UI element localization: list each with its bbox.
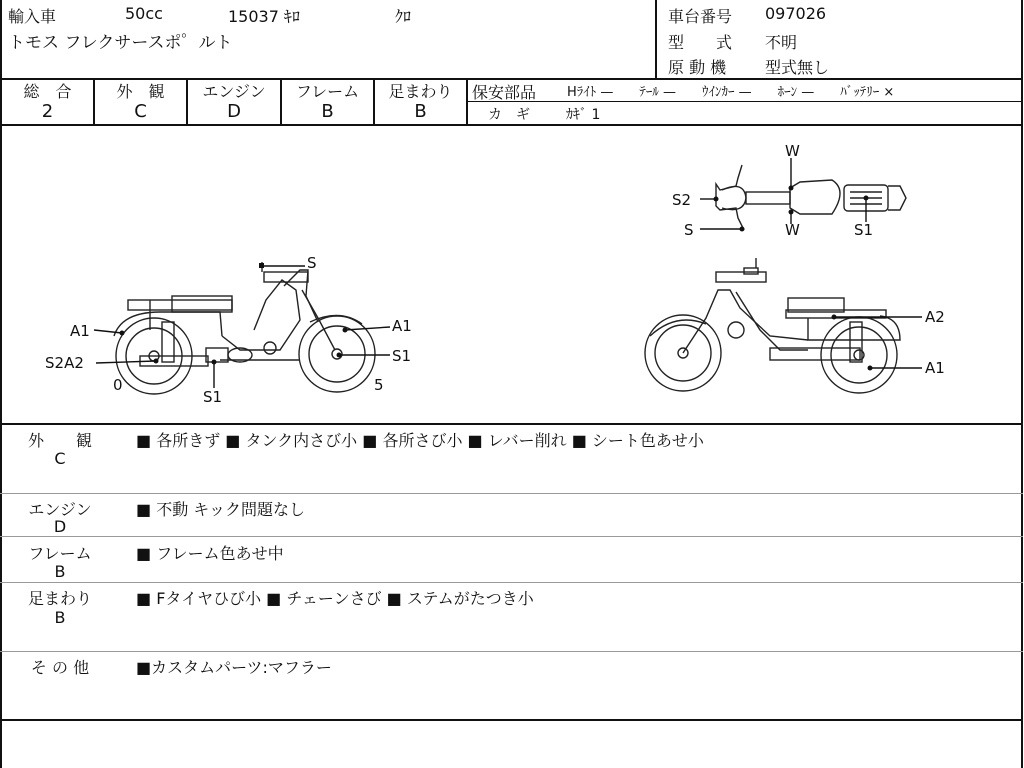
remark-grade: B (54, 562, 66, 581)
vehicle-color: ｸﾛ (395, 7, 412, 26)
grade-exterior-label: 外 観 (116, 82, 165, 101)
diagram-label: A1 (925, 359, 945, 377)
frame-number: 097026 (765, 4, 827, 23)
model-name: トモス フレクサースポ゜ルト (8, 33, 233, 53)
diagram-label: 0 (113, 376, 123, 394)
engine-model-value: 型式無し (765, 58, 830, 77)
remark-grade: B (54, 608, 66, 627)
mileage: 15037 ｷﾛ (228, 7, 300, 26)
motorcycle-right-view (645, 258, 900, 393)
diagram-label: S1 (203, 388, 223, 406)
remark-grade: D (53, 517, 67, 536)
grade-overall-value: 2 (41, 101, 54, 122)
key-label: カ ギ (488, 107, 530, 123)
remark-text: ■ 各所きず ■ タンク内さび小 ■ 各所さび小 ■ レバー削れ ■ シート色あせ小 (136, 431, 704, 450)
remark-category: フレーム (28, 544, 92, 563)
diagram-label: S2A2 (45, 354, 84, 372)
diagram-label: S (684, 221, 694, 239)
engine-model-label: 原 動 機 (668, 58, 727, 77)
grade-frame-label: フレーム (295, 82, 360, 101)
grade-engine-value: D (227, 101, 241, 122)
diagram-label: S2 (672, 191, 692, 209)
grade-suspension-label: 足まわり (388, 82, 453, 101)
grade-suspension-value: B (414, 101, 427, 122)
remark-grade: C (54, 449, 66, 468)
grade-exterior-value: C (134, 101, 147, 122)
type-label: 型 式 (668, 33, 733, 52)
diagram-label: 5 (374, 376, 384, 394)
safety-parts-label: 保安部品 (472, 83, 537, 102)
type-value: 不明 (765, 33, 798, 52)
remark-text: ■カスタムパーツ:マフラー (136, 658, 332, 677)
frame-number-label: 車台番号 (668, 7, 733, 26)
remark-category: 足まわり (27, 589, 92, 608)
displacement: 50cc (125, 4, 163, 23)
remark-text: ■ Fタイヤひび小 ■ チェーンさび ■ ステムがたつき小 (136, 589, 534, 608)
remark-category: エンジン (28, 500, 92, 519)
safety-parts-items: Hﾗｲﾄ — ﾃｰﾙ — ｳｲﾝｶｰ — ﾎｰﾝ — ﾊﾞｯﾃﾘｰ × (567, 85, 895, 100)
remark-category: そ の 他 (30, 658, 90, 677)
diagram-label: W (785, 142, 800, 160)
diagram-label: A2 (925, 308, 945, 326)
vehicle-category: 輸入車 (8, 7, 57, 26)
remark-text: ■ 不動 キック問題なし (136, 500, 305, 519)
grade-engine-label: エンジン (202, 82, 266, 101)
grade-overall-label: 総 合 (23, 82, 72, 101)
motorcycle-top-view (716, 165, 906, 230)
diagram-label: W (785, 221, 800, 239)
motorcycle-left-view (114, 262, 375, 394)
diagram-label: A1 (70, 322, 90, 340)
diagram-label: A1 (392, 317, 412, 335)
diagram-label: S1 (392, 347, 412, 365)
remark-text: ■ フレーム色あせ中 (136, 544, 284, 563)
diagram-label: S (307, 254, 317, 272)
diagram-label: S1 (854, 221, 874, 239)
remark-category: 外 観 (27, 431, 92, 450)
grade-frame-value: B (321, 101, 334, 122)
key-value: ｶｷﾞ 1 (566, 107, 601, 123)
